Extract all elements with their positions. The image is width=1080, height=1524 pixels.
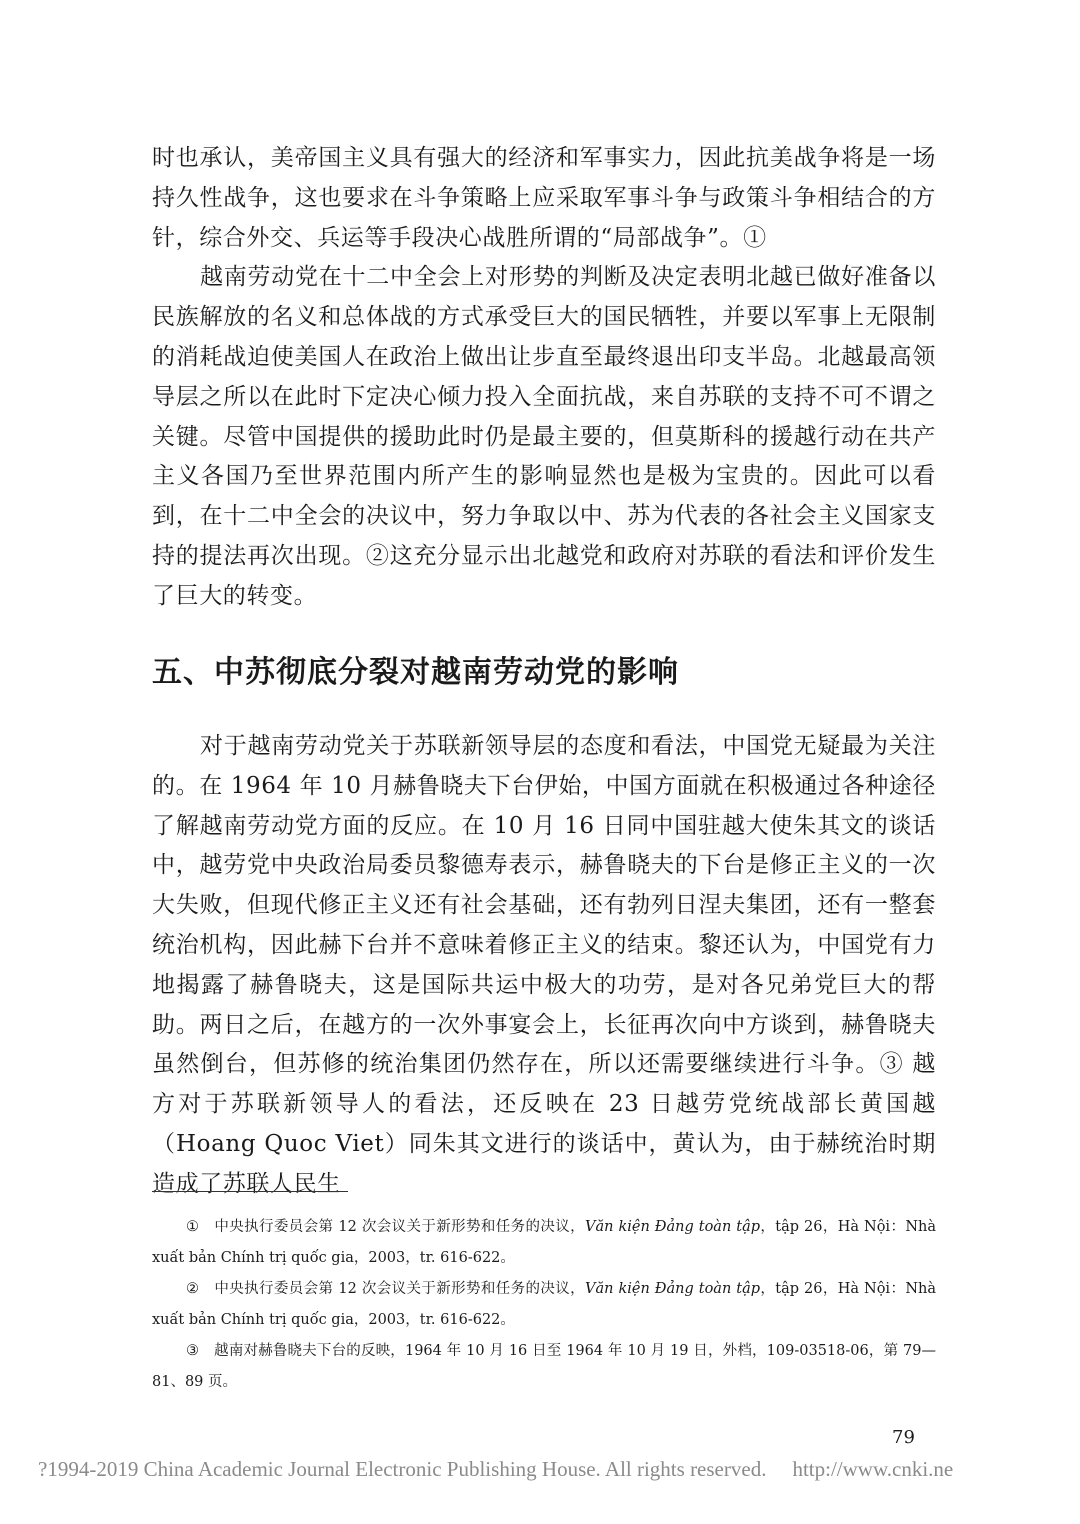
footnote-marker: ① [186,1219,199,1235]
footnote-text-tail: ，tập 26，Hà Nội：Nhà xuất bản Chính trị quốc gia，2003，tr. 616-622。 [152,1281,936,1328]
footnote-source-title: Văn kiện Đảng toàn tập [585,1219,761,1235]
paragraph-continued: 时也承认，美帝国主义具有强大的经济和军事实力，因此抗美战争将是一场持久性战争，这也要求在斗争策略上应采取军事斗争与政策斗争相结合的方针，综合外交、兵运等手段决心战胜所谓的“局部战争”。① [152,145,936,251]
source-url: http://www.cnki.ne [792,1457,954,1481]
section-heading: 五、中苏彻底分裂对越南劳动党的影响 [152,655,679,690]
footnote [152,1212,936,1274]
footnote-marker: ③ [186,1343,199,1359]
footnotes [152,1212,936,1398]
page-number: 79 [892,1427,915,1448]
footnote-text: 越南对赫鲁晓夫下台的反映，1964 年 10 月 16 日至 1964 年 10 月 19 日，外档，109-03518-06，第 79—81、89 页。 [152,1343,936,1390]
paragraph: 越南劳动党在十二中全会上对形势的判断及决定表明北越已做好准备以民族解放的名义和总体战的方式承受巨大的国民牺牲，并要以军事上无限制的消耗战迫使美国人在政治上做出让步直至最终退出印支半岛。北越最高领导层之所以在此时下定决心倾力投入全面抗战，来自苏联的支持不可不谓之关键。尽管中国提供的援助此时仍是最主要的，但莫斯科的援越行动在共产主义各国乃至世界范围内所产生的影响显然也是极为宝贵的。因此可以看到，在十二中全会的决议中，努力争取以中、苏为代表的各社会主义国家支持的提法再次出现。②这充分显示出北越党和政府对苏联的看法和评价发生了巨大的转变。 [152,264,936,609]
copyright-watermark [38,1457,953,1482]
body-text-lower [152,727,936,1205]
footnote-text: 中央执行委员会第 12 次会议关于新形势和任务的决议， [214,1281,586,1297]
body-text-upper [152,139,936,617]
footnote [152,1336,936,1398]
paragraph: 对于越南劳动党关于苏联新领导层的态度和看法，中国党无疑最为关注的。在 1964 年 10 月赫鲁晓夫下台伊始，中国方面就在积极通过各种途径了解越南劳动党方面的反应。在 10 月 16 日同中国驻越大使朱其文的谈话中，越劳党中央政治局委员黎德寿表示，赫鲁晓夫的下台是修正主义的一次大失败，但现代修正主义还有社会基础，还有勃列日涅夫集团，还有一整套统治机构，因此赫下台并不意味着修正主义的结束。黎还认为，中国党有力地揭露了赫鲁晓夫，这是国际共运中极大的功劳，是对各兄弟党巨大的帮助。两日之后，在越方的一次外事宴会上，长征再次向中方谈到，赫鲁晓夫虽然倒台，但苏修的统治集团仍然存在，所以还需要继续进行斗争。③ 越方对于苏联新领导人的看法，还反映在 23 日越劳党统战部长黄国越（Hoang Quoc Viet）同朱其文进行的谈话中，黄认为，由于赫统治时期造成了苏联人民生 [152,733,936,1197]
footnote [152,1274,936,1336]
copyright-text: ?1994-2019 China Academic Journal Electronic Publishing House. All rights reserved. [38,1457,767,1481]
footnote-text-tail: ，tập 26，Hà Nội：Nhà xuất bản Chính trị quốc gia，2003，tr. 616-622。 [152,1219,936,1266]
footnote-marker: ② [186,1281,199,1297]
footnote-text: 中央执行委员会第 12 次会议关于新形势和任务的决议， [214,1219,586,1235]
footnote-separator [152,1191,348,1192]
footnote-source-title: Văn kiện Đảng toàn tập [585,1281,761,1297]
